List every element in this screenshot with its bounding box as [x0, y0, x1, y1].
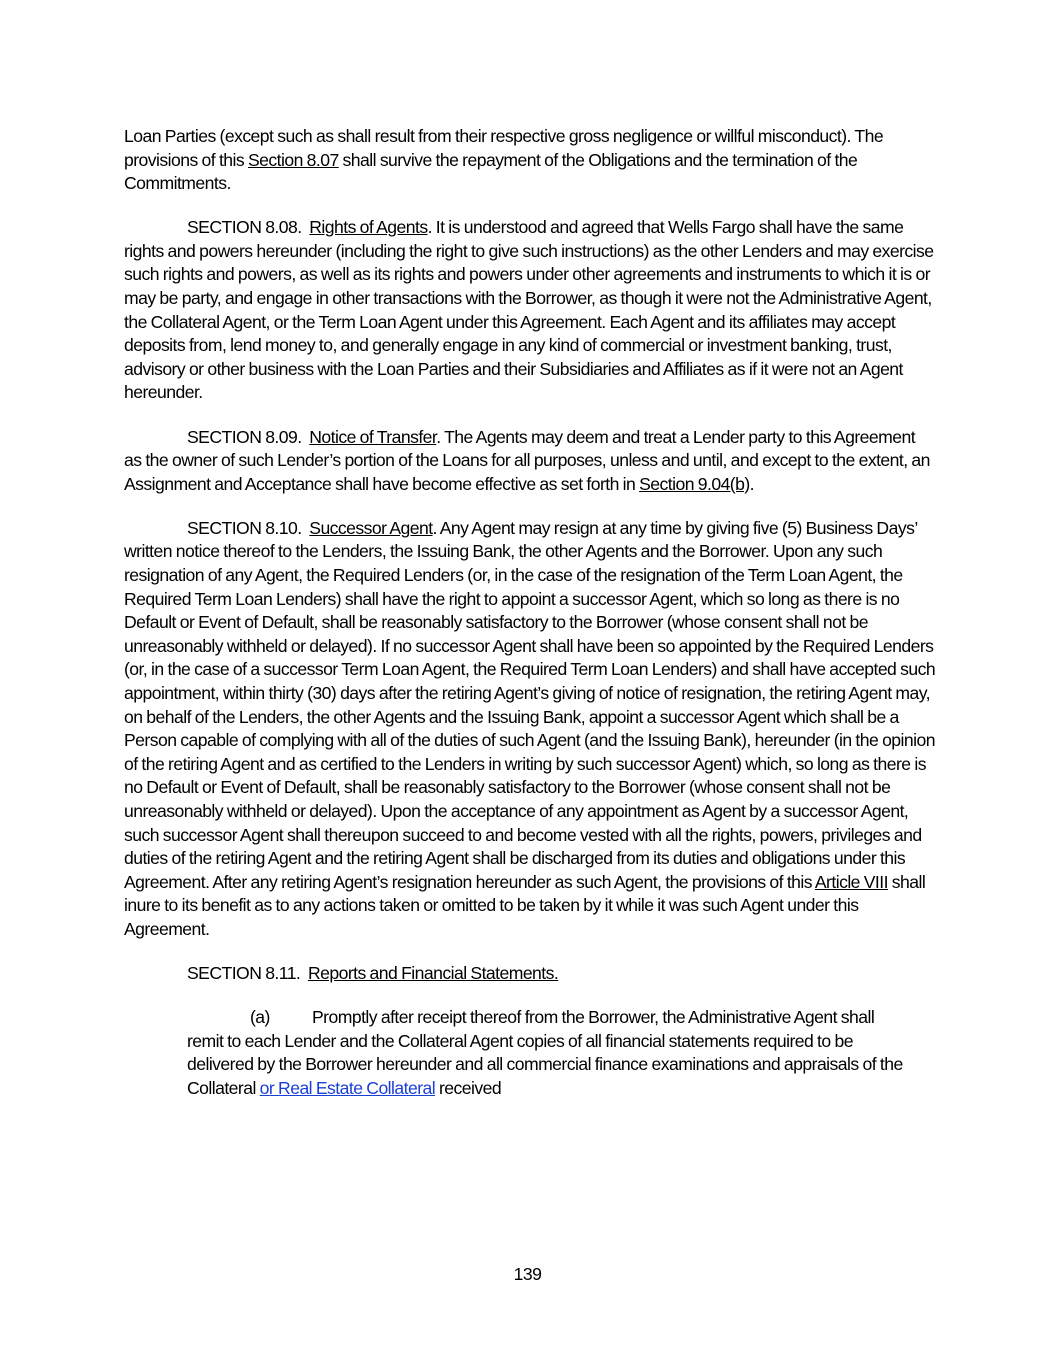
section-8-10 [124, 517, 936, 942]
paragraph-continuation [124, 125, 936, 196]
section-number: SECTION 8.11. [187, 963, 301, 983]
section-heading: Rights of Agents [309, 217, 428, 238]
section-8-08 [124, 216, 936, 405]
section-reference: Section 8.07 [247, 149, 339, 170]
section-8-11 [187, 962, 936, 986]
section-body: . Any Agent may resign at any time by giving five (5) Business Days’ written notice thereof to the Lenders, the Issuing Bank, the other Agents and the Borrower. Upon any such resignation of any Agent, the Required Lenders (or, in the case of the resignation of the Term Loan Agent, the Required Term Loan Lenders) shall have the right to appoint a successor Agent, which so long as there is no Default or Event of Default, shall be reasonably satisfactory to the Borrower (whose consent shall not be unreasonably withheld or delayed). If no successor Agent shall have been so appointed by the Required Lenders (or, in the case of a successor Term Loan Agent, the Required Term Loan Lenders) and shall have accepted such appointment, within thirty (30) days after the retiring Agent’s giving of notice of resignation, the retiring Agent may, on behalf of the Lenders, the other Agents and the Issuing Bank, appoint a successor Agent which shall be a Person capable of complying with all of the duties of such Agent (and the Issuing Bank), hereunder (in the opinion of the retiring Agent and as certified to the Lenders in writing by such successor Agent) which, so long as there is no Default or Event of Default, shall be reasonably satisfactory to the Borrower (whose consent shall not be unreasonably withheld or delayed). Upon the acceptance of any appointment as Agent by a successor Agent, such successor Agent shall thereupon succeed to and become vested with all the rights, powers, privileges and duties of the retiring Agent and the retiring Agent shall be discharged from its duties and obligations under this Agreement. After any retiring Agent’s resignation hereunder as such Agent, the provisions of this [124, 517, 936, 892]
section-reference: Section 9.04(b) [639, 473, 750, 494]
section-number: SECTION 8.10. [187, 517, 302, 538]
subsection-body-end: received [435, 1077, 502, 1098]
section-number: SECTION 8.09. [187, 426, 302, 447]
subsection-label: (a) [250, 1007, 270, 1028]
section-body-end: . [749, 473, 755, 494]
article-reference: Article VIII [814, 871, 888, 892]
section-heading: Reports and Financial Statements. [307, 963, 559, 983]
section-number: SECTION 8.08. [187, 217, 302, 238]
section-body: . The Agents may deem and treat a Lender party to this Agreement as the owner of such Lender’s portion of the Loans for all purposes, unless and until, and except to the extent, an Assignment and Acceptance shall have become effective as set forth in [124, 426, 930, 494]
document-page [124, 125, 936, 1121]
section-heading: Successor Agent [309, 517, 433, 538]
paragraph-text: shall survive the repayment of the Obligations and the termination of the Commitments. [124, 149, 858, 194]
subsection-body: Promptly after receipt thereof from the Borrower, the Administrative Agent shall remit to each Lender and the Collateral Agent copies of all financial statements required to be delivered by the Borrower hereunder and all commercial finance examinations and appraisals of the Collateral [187, 1007, 903, 1098]
subsection-a [187, 1006, 912, 1100]
page-number: 139 [513, 1264, 542, 1284]
section-8-09 [124, 426, 936, 497]
section-body: . It is understood and agreed that Wells Fargo shall have the same rights and powers hereunder (including the right to give such instructions) as the other Lenders and may exercise such rights and powers, as well as its rights and powers under other agreements and instruments to which it is or may be party, and engage in other transactions with the Borrower, as though it were not the Administrative Agent, the Collateral Agent, or the Term Loan Agent under this Agreement. Each Agent and its affiliates may accept deposits from, lend money to, and generally engage in any kind of commercial or investment banking, trust, advisory or other business with the Loan Parties and their Subsidiaries and Affiliates as if it were not an Agent hereunder. [124, 217, 934, 403]
section-heading: Notice of Transfer [309, 426, 437, 447]
section-body-end: shall inure to its benefit as to any actions taken or omitted to be taken by it while it was such Agent under this Agreement. [124, 871, 926, 939]
paragraph-text: Loan Parties (except such as shall result from their respective gross negligence or willful misconduct). The provisions of this [124, 126, 884, 170]
real-estate-collateral-link[interactable]: or Real Estate Collateral [259, 1077, 436, 1098]
